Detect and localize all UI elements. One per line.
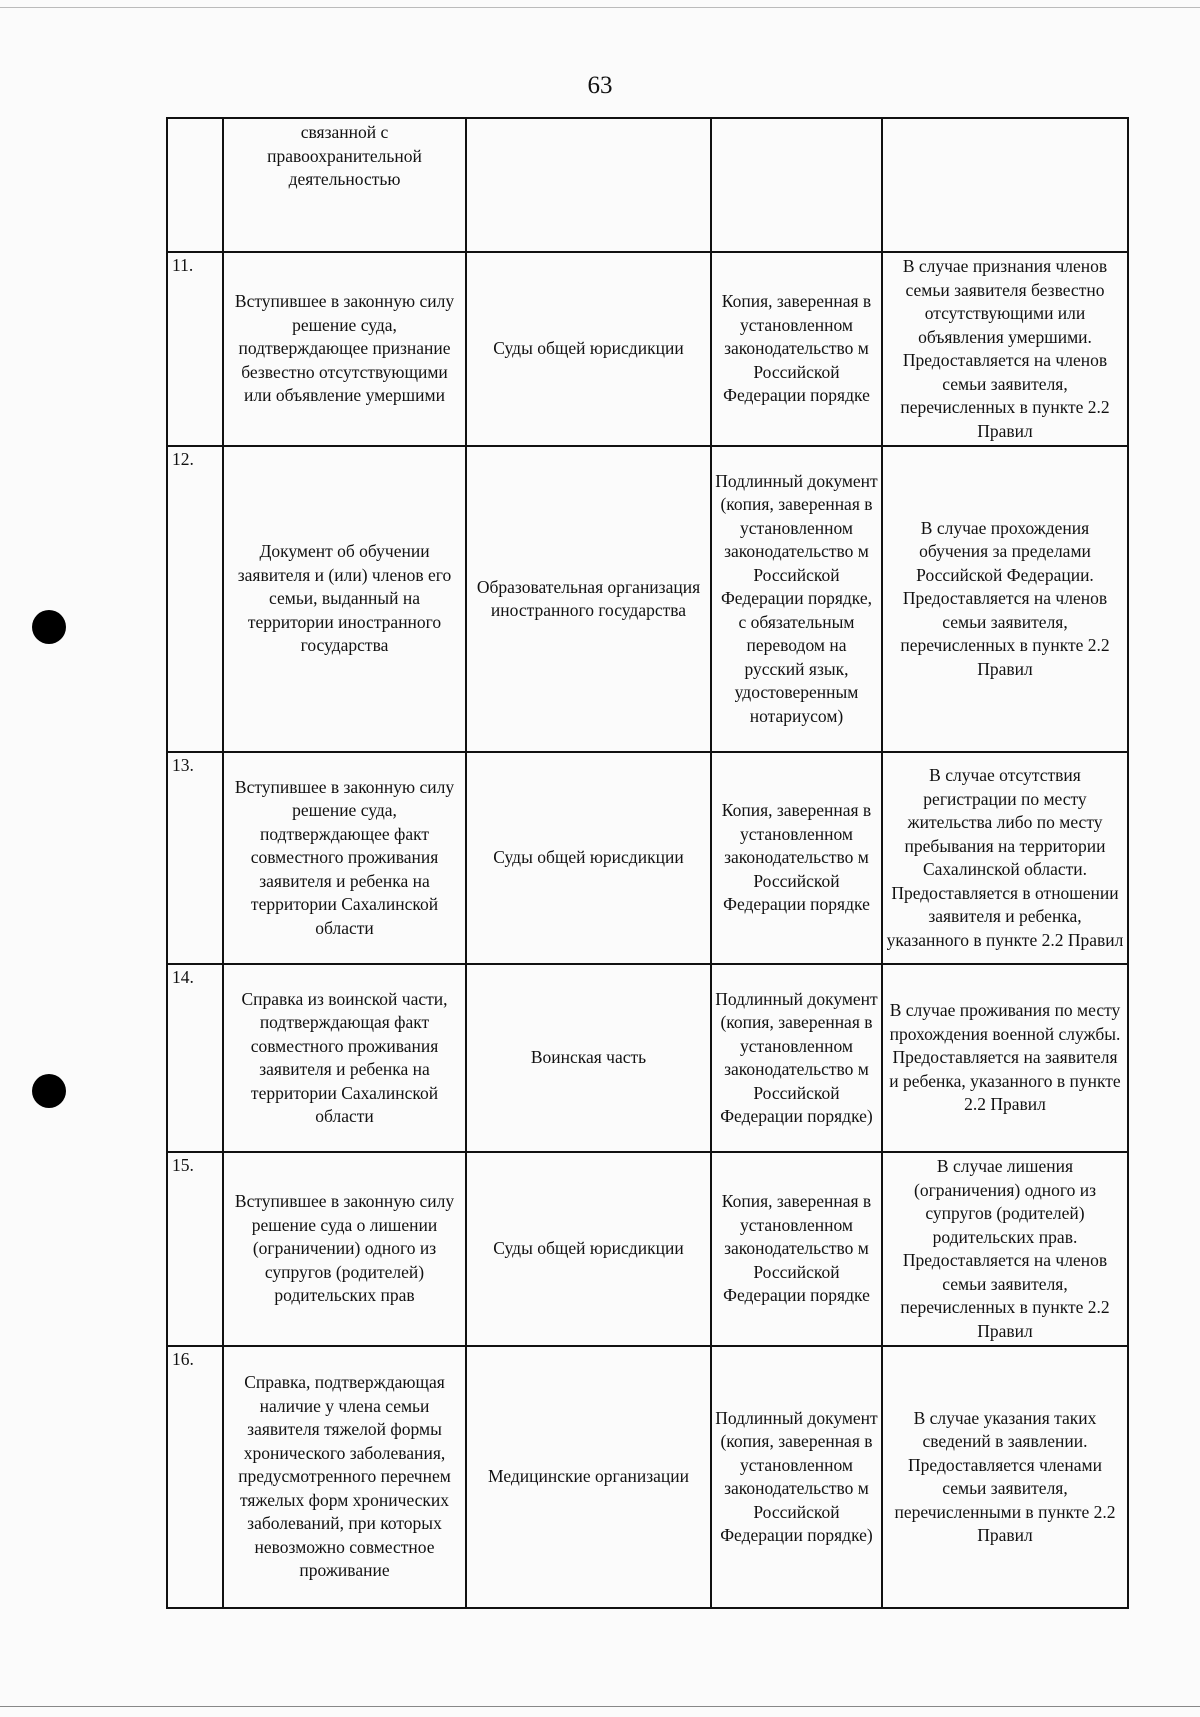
binder-hole-mark	[32, 1074, 66, 1108]
row-number: 16.	[167, 1346, 223, 1608]
documents-table	[166, 117, 1129, 1609]
issuer-cell: Медицинские организации	[466, 1346, 711, 1608]
document-form-cell: Копия, заверенная в установленном законодательство м Российской Федерации порядке	[711, 1152, 882, 1346]
row-number: 15.	[167, 1152, 223, 1346]
row-number	[167, 118, 223, 252]
note-cell: В случае указания таких сведений в заявлении. Предоставляется членами семьи заявителя, перечисленными в пункте 2.2 Правил	[882, 1346, 1128, 1608]
document-name-cell: Документ об обучении заявителя и (или) членов его семьи, выданный на территории иностранного государства	[223, 446, 466, 752]
issuer-cell: Образовательная организация иностранного государства	[466, 446, 711, 752]
document-form-cell: Подлинный документ (копия, заверенная в установленном законодательство м Российской Федерации порядке)	[711, 964, 882, 1152]
issuer-cell: Суды общей юрисдикции	[466, 252, 711, 446]
table-row	[167, 446, 1128, 752]
document-name-cell: Справка из воинской части, подтверждающая факт совместного проживания заявителя и ребенка на территории Сахалинской области	[223, 964, 466, 1152]
document-name-cell: Вступившее в законную силу решение суда, подтверждающее признание безвестно отсутствующими или объявление умершими	[223, 252, 466, 446]
note-cell: В случае лишения (ограничения) одного из супругов (родителей) родительских прав. Предоставляется на членов семьи заявителя, перечисленных в пункте 2.2 Правил	[882, 1152, 1128, 1346]
document-form-cell: Подлинный документ (копия, заверенная в установленном законодательство м Российской Федерации порядке, с обязательным переводом на русский язык, удостоверенным нотариусом)	[711, 446, 882, 752]
table-row	[167, 1152, 1128, 1346]
row-number: 12.	[167, 446, 223, 752]
table-row	[167, 252, 1128, 446]
scan-bottom-edge	[0, 1706, 1200, 1707]
page-number: 63	[587, 72, 613, 99]
document-form-cell: Копия, заверенная в установленном законодательство м Российской Федерации порядке	[711, 252, 882, 446]
table-row	[167, 752, 1128, 964]
table-row	[167, 118, 1128, 252]
issuer-cell: Суды общей юрисдикции	[466, 1152, 711, 1346]
document-name-cell: связанной с правоохранительной деятельностью	[223, 118, 466, 252]
issuer-cell	[466, 118, 711, 252]
table-row	[167, 1346, 1128, 1608]
note-cell	[882, 118, 1128, 252]
row-number: 11.	[167, 252, 223, 446]
document-form-cell: Копия, заверенная в установленном законодательство м Российской Федерации порядке	[711, 752, 882, 964]
document-form-cell: Подлинный документ (копия, заверенная в установленном законодательство м Российской Федерации порядке)	[711, 1346, 882, 1608]
note-cell: В случае отсутствия регистрации по месту жительства либо по месту пребывания на территории Сахалинской области. Предоставляется в отношении заявителя и ребенка, указанного в пункте 2.2 Правил	[882, 752, 1128, 964]
document-form-cell	[711, 118, 882, 252]
note-cell: В случае проживания по месту прохождения военной службы. Предоставляется на заявителя и ребенка, указанного в пункте 2.2 Правил	[882, 964, 1128, 1152]
note-cell: В случае признания членов семьи заявителя безвестно отсутствующими или объявления умершими. Предоставляется на членов семьи заявителя, перечисленных в пункте 2.2 Правил	[882, 252, 1128, 446]
row-number: 13.	[167, 752, 223, 964]
note-cell: В случае прохождения обучения за пределами Российской Федерации. Предоставляется на членов семьи заявителя, перечисленных в пункте 2.2 Правил	[882, 446, 1128, 752]
issuer-cell: Суды общей юрисдикции	[466, 752, 711, 964]
issuer-cell: Воинская часть	[466, 964, 711, 1152]
binder-hole-mark	[32, 610, 66, 644]
row-number: 14.	[167, 964, 223, 1152]
document-name-cell: Справка, подтверждающая наличие у члена семьи заявителя тяжелой формы хронического заболевания, предусмотренного перечнем тяжелых форм хронических заболеваний, при которых невозможно совместное проживание	[223, 1346, 466, 1608]
document-name-cell: Вступившее в законную силу решение суда, подтверждающее факт совместного проживания заявителя и ребенка на территории Сахалинской области	[223, 752, 466, 964]
document-name-cell: Вступившее в законную силу решение суда о лишении (ограничении) одного из супругов (родителей) родительских прав	[223, 1152, 466, 1346]
table-row	[167, 964, 1128, 1152]
scan-top-edge	[0, 7, 1200, 8]
